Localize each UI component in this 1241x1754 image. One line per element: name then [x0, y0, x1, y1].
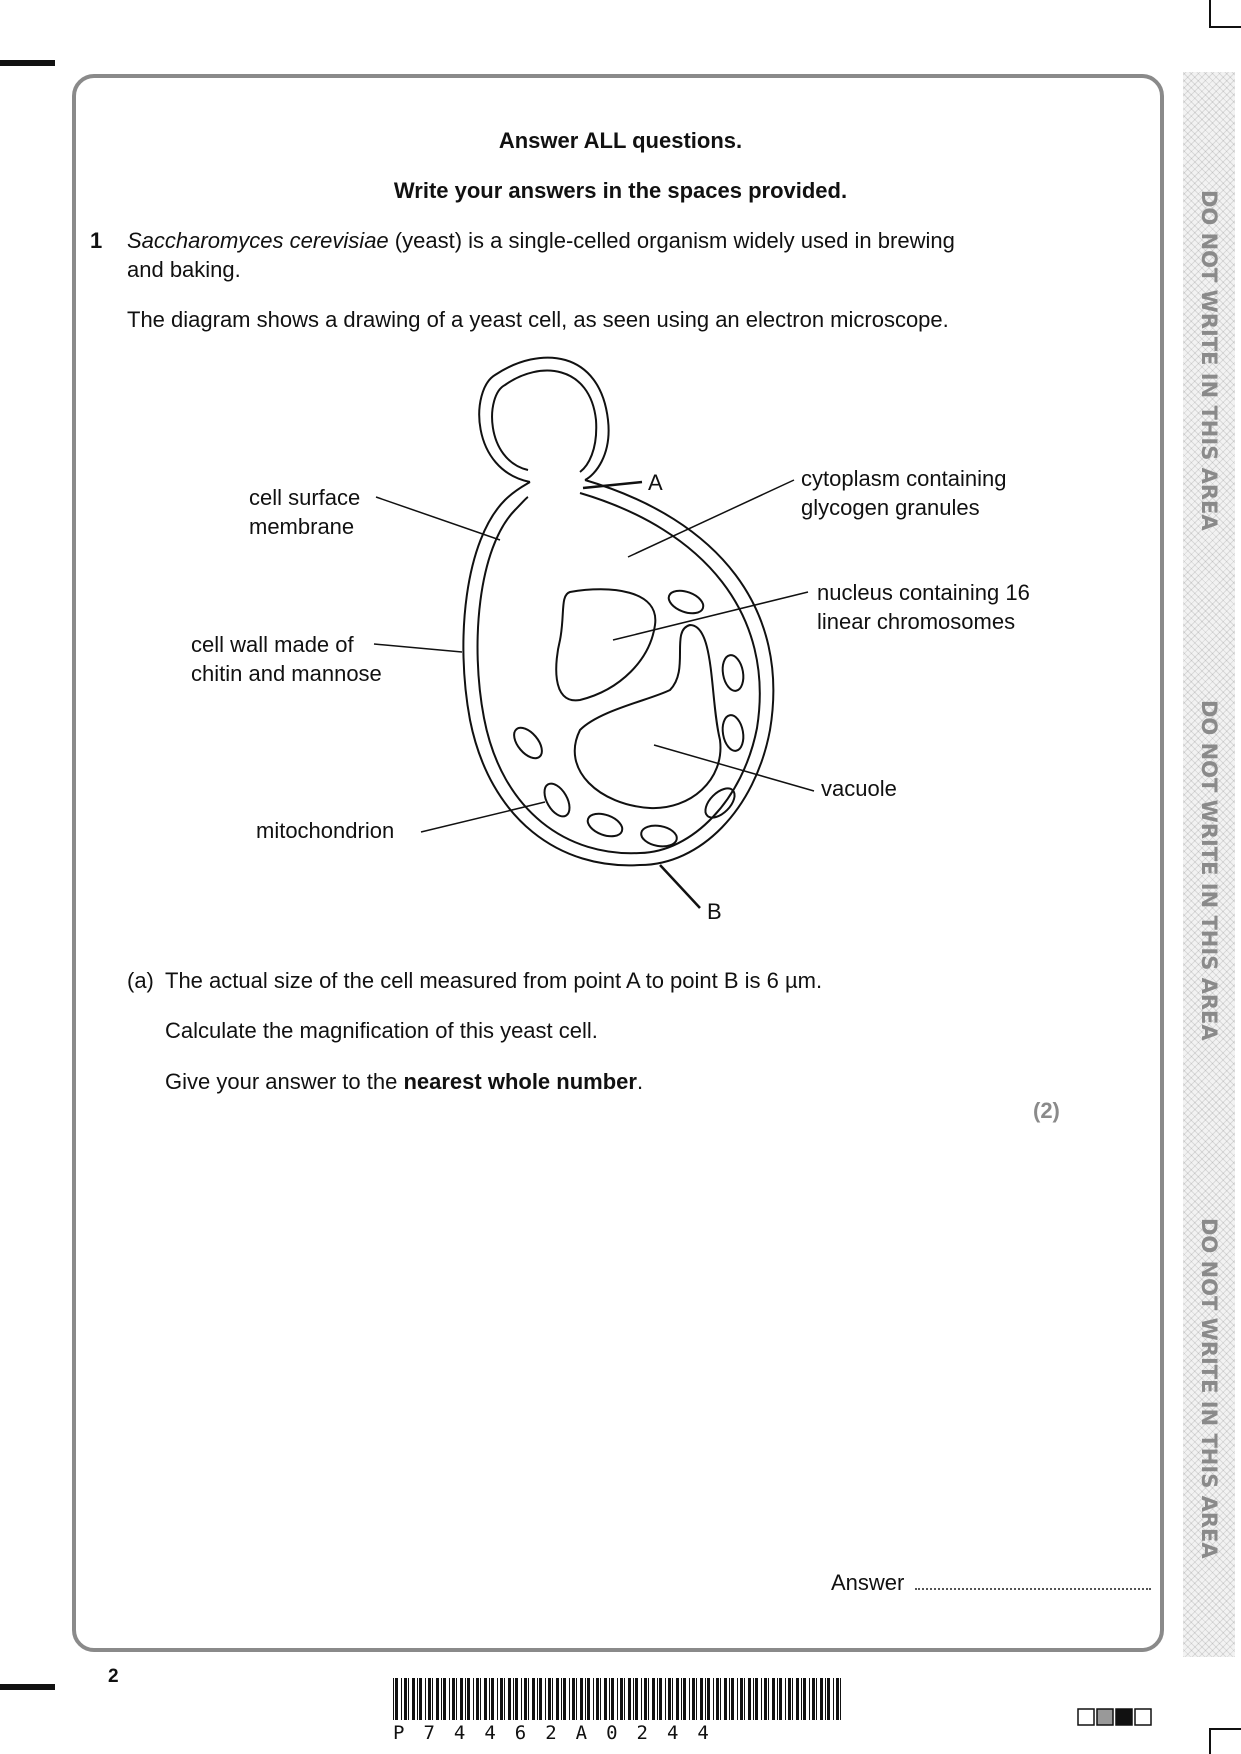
- label-point-a: A: [648, 470, 663, 495]
- barcode-bar: [796, 1678, 799, 1720]
- barcode-bar: [716, 1678, 719, 1720]
- crop-mark-bottom-right-v: [1209, 1728, 1211, 1754]
- barcode-bar: [825, 1678, 826, 1720]
- barcode-bar: [812, 1678, 815, 1720]
- barcode-bar: [720, 1678, 721, 1720]
- question-number: 1: [90, 228, 103, 253]
- barcode-bar: [585, 1678, 586, 1720]
- barcode-bar: [497, 1678, 498, 1720]
- label-nucleus-line1: nucleus containing 16: [817, 580, 1030, 605]
- side-warning-1: DO NOT WRITE IN THIS AREA: [1197, 190, 1221, 531]
- barcode-bar: [467, 1678, 470, 1720]
- barcode-bar: [569, 1678, 570, 1720]
- nucleus-outline: [556, 589, 655, 700]
- barcode-bar: [779, 1678, 782, 1720]
- barcode-bar: [705, 1678, 706, 1720]
- barcode-bar: [740, 1678, 743, 1720]
- barcode-bar: [707, 1678, 710, 1720]
- barcode-bar: [761, 1678, 762, 1720]
- barcode-bar: [552, 1678, 553, 1720]
- barcode-bar: [816, 1678, 817, 1720]
- side-warning-2: DO NOT WRITE IN THIS AREA: [1197, 700, 1221, 1041]
- barcode-bar: [436, 1678, 439, 1720]
- barcode-bar: [449, 1678, 450, 1720]
- label-nucleus: [817, 578, 1030, 636]
- barcode-bar: [657, 1678, 658, 1720]
- part-a-line3-bold: nearest whole number: [403, 1069, 637, 1094]
- barcode-bar: [528, 1678, 529, 1720]
- mitochondrion-2: [720, 654, 746, 693]
- barcode-bar: [689, 1678, 690, 1720]
- barcode-bar: [672, 1678, 673, 1720]
- species-name: Saccharomyces cerevisiae: [127, 228, 389, 253]
- mitochondrion-1: [666, 586, 707, 617]
- barcode-bar: [737, 1678, 738, 1720]
- label-point-b: B: [707, 899, 722, 924]
- barcode-bar: [681, 1678, 682, 1720]
- barcode-bar: [744, 1678, 745, 1720]
- cell-membrane-outline: [478, 493, 760, 853]
- part-a-line2: Calculate the magnification of this yeast cell.: [165, 1018, 598, 1043]
- barcode-bar: [401, 1678, 402, 1720]
- barcode-bar: [428, 1678, 431, 1720]
- answer-label: Answer: [831, 1570, 905, 1595]
- barcode-bar: [624, 1678, 625, 1720]
- barcode-bar: [432, 1678, 433, 1720]
- part-a-line3-post: .: [636, 1069, 644, 1094]
- barcode-bar: [537, 1678, 538, 1720]
- part-a-line3: [165, 1067, 643, 1096]
- barcode-bar: [713, 1678, 714, 1720]
- barcode-bar: [668, 1678, 671, 1720]
- barcode-bar: [417, 1678, 418, 1720]
- leader-cell-wall: [374, 644, 462, 652]
- mitochondrion-3: [720, 714, 746, 753]
- leader-vacuole: [654, 745, 814, 791]
- barcode-bar: [476, 1678, 479, 1720]
- crop-mark-bottom-right-h: [1209, 1728, 1241, 1730]
- mitochondrion-6: [539, 779, 574, 820]
- barcode-bar: [456, 1678, 457, 1720]
- barcode-bar: [729, 1678, 730, 1720]
- question-intro-line2: and baking.: [127, 257, 241, 282]
- barcode-bar: [408, 1678, 409, 1720]
- barcode-bar: [768, 1678, 769, 1720]
- label-cell-surface-line2: membrane: [249, 514, 355, 539]
- barcode-bar: [587, 1678, 590, 1720]
- barcode-bar: [820, 1678, 823, 1720]
- leader-cell-surface: [376, 497, 500, 540]
- barcode-bar: [644, 1678, 647, 1720]
- barcode-bar: [683, 1678, 686, 1720]
- barcode-bar: [532, 1678, 535, 1720]
- barcode-bar: [696, 1678, 697, 1720]
- label-cell-wall-line2: chitin and mannose: [191, 661, 382, 686]
- barcode-bar: [731, 1678, 734, 1720]
- barcode-bar: [500, 1678, 503, 1720]
- barcode-bar: [563, 1678, 566, 1720]
- barcode-bar: [748, 1678, 751, 1720]
- barcode: [393, 1678, 845, 1722]
- label-cell-wall-line1: cell wall made of: [191, 632, 354, 657]
- barcode-bar: [539, 1678, 542, 1720]
- barcode-bar: [404, 1678, 407, 1720]
- label-cytoplasm-line1: cytoplasm containing: [801, 466, 1007, 491]
- barcode-bar: [419, 1678, 422, 1720]
- barcode-bar: [561, 1678, 562, 1720]
- barcode-bar: [617, 1678, 618, 1720]
- side-warning-3: DO NOT WRITE IN THIS AREA: [1197, 1218, 1221, 1559]
- barcode-number: P74462A0244: [393, 1722, 728, 1744]
- diagram-intro: The diagram shows a drawing of a yeast cell, as seen using an electron microscope.: [127, 307, 949, 332]
- barcode-bar: [620, 1678, 623, 1720]
- barcode-bar: [576, 1678, 577, 1720]
- barcode-bar: [521, 1678, 522, 1720]
- barcode-bar: [460, 1678, 463, 1720]
- barcode-bar: [641, 1678, 642, 1720]
- barcode-bar: [788, 1678, 791, 1720]
- barcode-bar: [840, 1678, 841, 1720]
- barcode-bar: [803, 1678, 806, 1720]
- barcode-bar: [764, 1678, 767, 1720]
- barcode-bar: [580, 1678, 583, 1720]
- barcode-bar: [827, 1678, 830, 1720]
- label-cytoplasm: [801, 464, 1006, 522]
- barcode-bar: [692, 1678, 695, 1720]
- label-mitochondrion: mitochondrion: [256, 818, 395, 843]
- barcode-bar: [489, 1678, 490, 1720]
- barcode-bar: [785, 1678, 786, 1720]
- cell-wall-outline: [463, 480, 773, 865]
- label-cell-wall: [191, 630, 382, 688]
- barcode-bar: [548, 1678, 551, 1720]
- label-vacuole: vacuole: [821, 776, 897, 801]
- barcode-bar: [393, 1678, 394, 1720]
- label-cell-surface-line1: cell surface: [249, 485, 361, 510]
- barcode-bar: [545, 1678, 546, 1720]
- part-a-line3-pre: Give your answer to the: [165, 1069, 404, 1094]
- barcode-bar: [700, 1678, 703, 1720]
- barcode-bar: [412, 1678, 415, 1720]
- label-cytoplasm-line2: glycogen granules: [801, 495, 980, 520]
- label-nucleus-line2: linear chromosomes: [817, 609, 1016, 634]
- barcode-bar: [473, 1678, 474, 1720]
- part-a-label: (a): [127, 968, 154, 993]
- barcode-bar: [755, 1678, 758, 1720]
- answer-line[interactable]: [915, 1588, 1151, 1590]
- marks-indicator: (2): [1033, 1098, 1060, 1123]
- leader-point-b: [660, 865, 700, 908]
- barcode-bar: [833, 1678, 834, 1720]
- barcode-bar: [524, 1678, 527, 1720]
- crop-mark-bottom-left: [0, 1684, 55, 1690]
- barcode-bar: [441, 1678, 442, 1720]
- barcode-bar: [513, 1678, 514, 1720]
- barcode-bar: [753, 1678, 754, 1720]
- barcode-bar: [635, 1678, 638, 1720]
- barcode-bar: [593, 1678, 594, 1720]
- bud-membrane: [492, 371, 596, 472]
- barcode-bar: [792, 1678, 793, 1720]
- barcode-bar: [777, 1678, 778, 1720]
- barcode-bar: [395, 1678, 398, 1720]
- barcode-bar: [665, 1678, 666, 1720]
- label-cell-surface-membrane: [249, 483, 360, 541]
- barcode-bar: [659, 1678, 662, 1720]
- barcode-bar: [600, 1678, 601, 1720]
- barcode-bar: [452, 1678, 455, 1720]
- barcode-bar: [652, 1678, 655, 1720]
- instruction-write-answers: Write your answers in the spaces provided.: [393, 178, 848, 203]
- barcode-bar: [572, 1678, 575, 1720]
- barcode-bar: [724, 1678, 727, 1720]
- mitochondrion-7: [585, 809, 626, 840]
- barcode-bar: [648, 1678, 649, 1720]
- barcode-bar: [556, 1678, 559, 1720]
- vacuole-outline: [575, 625, 721, 808]
- mitochondrion-5: [509, 723, 547, 763]
- bud-wall: [479, 358, 608, 482]
- barcode-bar: [484, 1678, 487, 1720]
- instruction-answer-all: Answer ALL questions.: [498, 128, 743, 153]
- question-intro-rest: (yeast) is a single-celled organism widely used in brewing: [388, 228, 955, 253]
- page-number: 2: [108, 1666, 119, 1687]
- barcode-bar: [611, 1678, 614, 1720]
- page-marker-squares: [1077, 1708, 1153, 1726]
- barcode-bar: [633, 1678, 634, 1720]
- barcode-bar: [443, 1678, 446, 1720]
- part-a-line1: The actual size of the cell measured from point A to point B is 6 µm.: [165, 968, 823, 993]
- barcode-bar: [676, 1678, 679, 1720]
- barcode-bar: [425, 1678, 426, 1720]
- barcode-bar: [772, 1678, 775, 1720]
- barcode-bar: [480, 1678, 481, 1720]
- barcode-bar: [508, 1678, 511, 1720]
- barcode-bar: [609, 1678, 610, 1720]
- barcode-bar: [809, 1678, 810, 1720]
- barcode-bar: [515, 1678, 518, 1720]
- mitochondrion-8: [640, 823, 679, 849]
- barcode-bar: [596, 1678, 599, 1720]
- barcode-bar: [836, 1678, 839, 1720]
- barcode-bar: [604, 1678, 607, 1720]
- barcode-bar: [801, 1678, 802, 1720]
- barcode-bar: [491, 1678, 494, 1720]
- barcode-bar: [504, 1678, 505, 1720]
- barcode-bar: [465, 1678, 466, 1720]
- barcode-bar: [628, 1678, 631, 1720]
